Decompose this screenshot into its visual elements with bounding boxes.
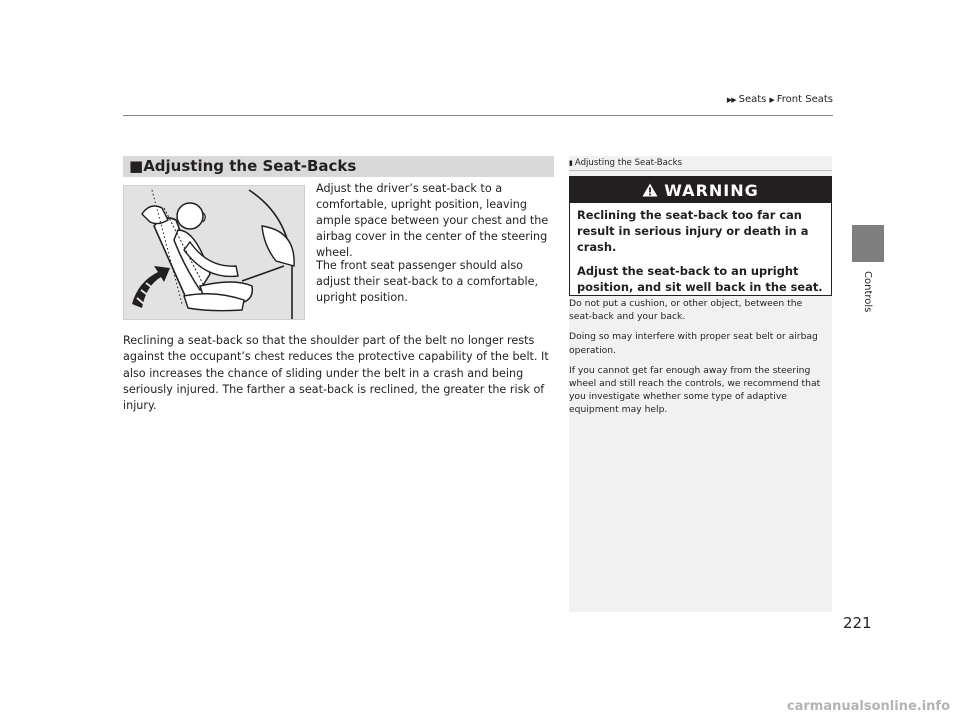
watermark: carmanualsonline.info (786, 699, 950, 714)
reference-mark-icon: ▮ (569, 159, 573, 167)
intro-paragraph: The front seat passenger should also adjust their seat-back to a comfortable, upright position. (316, 259, 539, 304)
warning-text: Adjust the seat-back to an upright position, and sit well back in the seat. (577, 264, 823, 294)
seat-recline-diagram (124, 186, 304, 319)
warning-triangle-icon (642, 183, 658, 197)
side-note-text: Doing so may interfere with proper seat belt or airbag operation. (569, 331, 818, 356)
breadcrumb (727, 94, 833, 105)
page-number: 221 (843, 614, 872, 632)
breadcrumb-current: Front Seats (776, 94, 833, 105)
square-bullet-icon: ■ (129, 157, 144, 175)
warning-body (570, 203, 831, 295)
side-note-heading-text: Adjusting the Seat-Backs (574, 158, 683, 168)
section-title (129, 157, 356, 175)
warning-text: Reclining the seat-back too far can result in serious injury or death in a crash. (577, 208, 809, 254)
chapter-tab[interactable] (859, 271, 875, 341)
intro-paragraph: Adjust the driver’s seat-back to a comfortable, upright position, leaving ample space between your chest and the airbag cover in the center of the steering wheel. (316, 182, 549, 259)
side-note-heading (569, 156, 832, 171)
warning-box (569, 176, 832, 296)
warning-title-bar (570, 177, 831, 203)
section-title-text: Adjusting the Seat-Backs (143, 157, 357, 175)
arrow-icon: ▶ (769, 95, 774, 104)
main-paragraph: Reclining a seat-back so that the shoulder part of the belt no longer rests against the occupant’s chest reduces the protective capability of the belt. It also increases the chance of sliding under the belt in a crash and being seriously injured. The farther a seat-back is reclined, the greater the risk of injury. (123, 334, 549, 413)
side-note-text: Do not put a cushion, or other object, between the seat-back and your back. (569, 298, 803, 323)
seat-back-illustration (123, 185, 305, 320)
chapter-tab-marker (852, 225, 884, 262)
chapter-tab-label: Controls (862, 271, 873, 313)
section-heading-bar (123, 156, 554, 177)
header-rule (123, 115, 833, 116)
breadcrumb-parent[interactable]: Seats (738, 94, 767, 105)
side-note-panel (569, 156, 832, 612)
double-arrow-icon: ▶▶ (726, 95, 736, 104)
side-note-text: If you cannot get far enough away from the steering wheel and still reach the controls, we recommend that you investigate whether some type of adaptive equipment may help. (569, 364, 821, 416)
side-notes (569, 297, 827, 424)
warning-title: WARNING (664, 180, 759, 200)
